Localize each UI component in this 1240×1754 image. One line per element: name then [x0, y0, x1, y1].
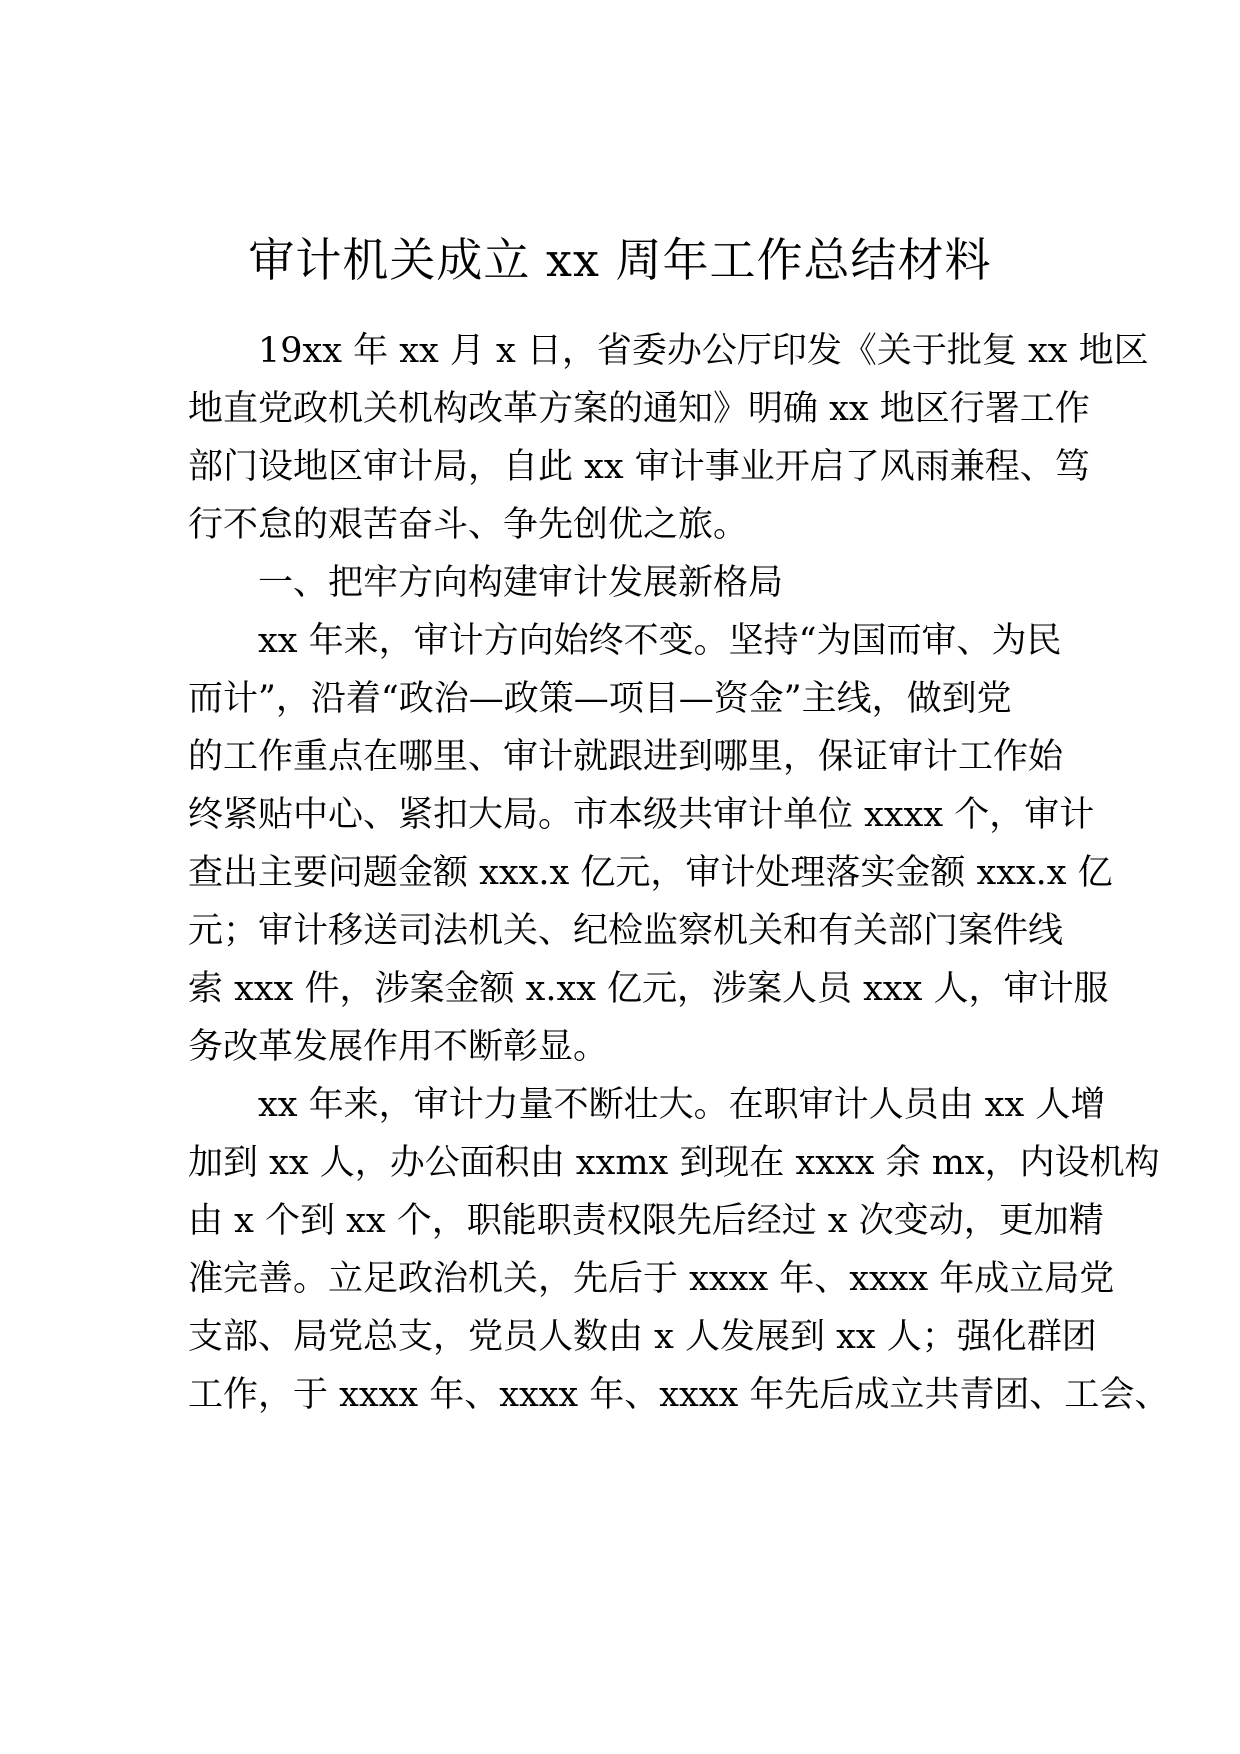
paragraph-3-line-6: 元；审计移送司法机关、纪检监察机关和有关部门案件线 [188, 911, 1064, 951]
paragraph-3-line-5: 查出主要问题金额 xxx.x 亿元，审计处理落实金额 xxx.x 亿 [188, 853, 1113, 893]
paragraph-3-line-4: 终紧贴中心、紧扣大局。市本级共审计单位 xxxx 个，审计 [188, 795, 1095, 835]
paragraph-4-line-1: xx 年来，审计力量不断壮大。在职审计人员由 xx 人增 [258, 1085, 1106, 1125]
paragraph-1-line-1: 19xx 年 xx 月 x 日，省委办公厅印发《关于批复 xx 地区 [258, 331, 1149, 371]
paragraph-3-line-7: 索 xxx 件，涉案金额 x.xx 亿元，涉案人员 xxx 人，审计服 [188, 969, 1109, 1009]
paragraph-4-line-2: 加到 xx 人，办公面积由 xxmx 到现在 xxxx 余 mx，内设机构 [188, 1143, 1160, 1183]
paragraph-3-line-8: 务改革发展作用不断彰显。 [188, 1027, 609, 1067]
paragraph-1-line-3: 部门设地区审计局，自此 xx 审计事业开启了风雨兼程、笃 [188, 447, 1090, 487]
paragraph-3-line-1: xx 年来，审计方向始终不变。坚持“为国而审、为民 [258, 621, 1062, 661]
section-heading-1: 一、把牢方向构建审计发展新格局 [258, 563, 784, 603]
paragraph-3-line-2: 而计”，沿着“政治—政策—项目—资金”主线，做到党 [188, 679, 1012, 719]
document-title: 审计机关成立 xx 周年工作总结材料 [248, 233, 992, 287]
paragraph-1-line-2: 地直党政机关机构改革方案的通知》明确 xx 地区行署工作 [188, 389, 1090, 429]
paragraph-4-line-4: 准完善。立足政治机关，先后于 xxxx 年、xxxx 年成立局党 [188, 1259, 1115, 1299]
paragraph-1-line-4: 行不怠的艰苦奋斗、争先创优之旅。 [188, 505, 749, 545]
paragraph-3-line-3: 的工作重点在哪里、审计就跟进到哪里，保证审计工作始 [188, 737, 1064, 777]
paragraph-4-line-5: 支部、局党总支，党员人数由 x 人发展到 xx 人；强化群团 [188, 1317, 1097, 1357]
paragraph-4-line-6: 工作，于 xxxx 年、xxxx 年、xxxx 年先后成立共青团、工会、 [188, 1375, 1170, 1415]
paragraph-4-line-3: 由 x 个到 xx 个，职能职责权限先后经过 x 次变动，更加精 [188, 1201, 1104, 1241]
